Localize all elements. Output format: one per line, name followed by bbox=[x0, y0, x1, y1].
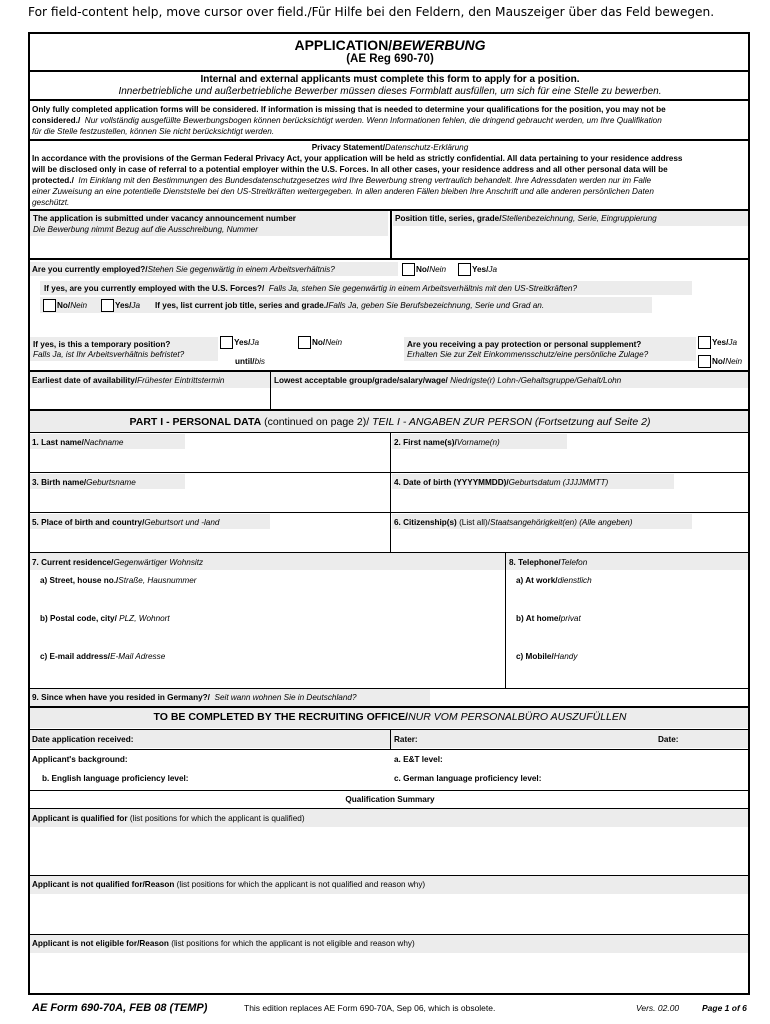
background-label: Applicant's background: bbox=[32, 755, 128, 764]
privacy-title-en: Privacy Statement/ bbox=[311, 143, 385, 152]
q-temporary-en: If yes, is this a temporary position? bbox=[33, 340, 171, 349]
qualified-input[interactable] bbox=[30, 828, 748, 874]
part1-cont: (continued on page 2)/ bbox=[264, 416, 370, 428]
edition-note: This edition replaces AE Form 690-70A, Sep 06, which is obsolete. bbox=[244, 1003, 496, 1013]
notice-en-2: considered./ bbox=[32, 116, 81, 125]
home-phone-label-de: privat bbox=[560, 614, 581, 623]
notice-de-2: Nur vollständig ausgefüllte Bewerbungsbogen können berücksichtigt werden. Wenn Informationen fehlen, die dringend gebraucht werden, um Ihre Qualifikation bbox=[84, 116, 662, 125]
citizenship-input[interactable] bbox=[392, 530, 748, 550]
not-eligible-note: (list positions for which the applicant is not eligible and reason why) bbox=[171, 939, 415, 948]
version: Vers. 02.00 bbox=[636, 1003, 680, 1013]
lowest-label-en: Lowest acceptable group/grade/salary/wage/ bbox=[274, 376, 448, 385]
recruiting-title-de: NUR VOM PERSONALBÜRO AUSZUFÜLLEN bbox=[408, 711, 627, 723]
usforces-yes-checkbox[interactable] bbox=[101, 299, 114, 312]
mobile-label: c) Mobile/ bbox=[516, 652, 554, 661]
postal-input[interactable] bbox=[40, 626, 500, 646]
earliest-date-input[interactable] bbox=[30, 389, 268, 409]
earliest-label-de: Frühester Eintrittstermin bbox=[137, 376, 225, 385]
residence-label: 7. Current residence/ bbox=[32, 558, 114, 567]
not-qualified-input[interactable] bbox=[30, 895, 748, 933]
dob-label-de: Geburtsdatum (JJJJMMTT) bbox=[508, 478, 609, 487]
q-usforces-de: Falls Ja, stehen Sie gegenwärtig in einem Arbeitsverhältnis mit den US-Streitkräften? bbox=[268, 284, 578, 293]
birthplace-label: 5. Place of birth and country/ bbox=[32, 518, 145, 527]
earliest-label-en: Earliest date of availability/ bbox=[32, 376, 138, 385]
german-level-label: c. German language proficiency level: bbox=[394, 774, 542, 783]
ja-label: Ja bbox=[488, 265, 498, 274]
qualified-note: (list positions for which the applicant is qualified) bbox=[129, 814, 305, 823]
vacancy-label-de: Die Bewerbung nimmt Bezug auf die Ausschreibung, Nummer bbox=[33, 225, 258, 234]
mobile-label-de: Handy bbox=[553, 652, 578, 661]
nein-label: Nein bbox=[429, 265, 447, 274]
street-label-de: Straße, Hausnummer bbox=[118, 576, 197, 585]
title-de: BEWERBUNG bbox=[392, 37, 486, 53]
vacancy-number-input[interactable] bbox=[30, 236, 388, 258]
usforces-no-checkbox[interactable] bbox=[43, 299, 56, 312]
employed-no-checkbox[interactable] bbox=[402, 263, 415, 276]
birth-name-input[interactable] bbox=[30, 490, 388, 510]
q-payprotection-de: Erhalten Sie zur Zeit Einkommensschutz/eine persönliche Zulage? bbox=[407, 350, 649, 359]
rater-label: Rater: bbox=[394, 735, 418, 744]
home-phone-label: b) At home/ bbox=[516, 614, 561, 623]
part1-title-de: TEIL I - ANGABEN ZUR PERSON (Fortsetzung auf Seite 2) bbox=[372, 416, 651, 428]
telephone-label-de: Telefon bbox=[560, 558, 588, 567]
date-received-label: Date application received: bbox=[32, 735, 134, 744]
q-employed-de: Stehen Sie gegenwärtig in einem Arbeitsverhältnis? bbox=[147, 265, 335, 274]
nein-label: Nein bbox=[70, 301, 88, 310]
lowest-label-de: Niedrigste(r) Lohn-/Gehaltsgruppe/Gehalt/Lohn bbox=[450, 376, 622, 385]
not-eligible-input[interactable] bbox=[30, 954, 748, 992]
not-qualified-label: Applicant is not qualified for/Reason bbox=[32, 880, 175, 889]
position-label-de: Stellenbezeichnung, Serie, Eingruppierung bbox=[501, 214, 657, 223]
email-input[interactable] bbox=[40, 664, 500, 684]
privacy-en-3: protected./ bbox=[32, 176, 74, 185]
postal-label: b) Postal code, city/ bbox=[40, 614, 117, 623]
job-title-input[interactable] bbox=[40, 314, 740, 334]
yes-label: Yes/ bbox=[234, 338, 251, 347]
instruction-en: Internal and external applicants must complete this form to apply for a position. bbox=[200, 74, 580, 85]
citizenship-label-de: Staatsangehörigkeit(en) (Alle angeben) bbox=[490, 518, 633, 527]
work-phone-label: a) At work/ bbox=[516, 576, 558, 585]
privacy-en-2: will be disclosed only in case of referral to a potential employer within the U.S. Forces. In all other cases, your residence address and all other personal data will be bbox=[32, 165, 668, 174]
citizenship-label-mid: (List all)/ bbox=[459, 518, 490, 527]
home-phone-input[interactable] bbox=[516, 626, 746, 646]
privacy-de-4: einer Zuweisung an eine potentielle Dienststelle bei den US-Streitkräften weitergegeben. In allen anderen Fällen bleiben Ihre Anschrift und alle anderen persönlichen Daten bbox=[32, 187, 654, 196]
nein-label: Nein bbox=[725, 357, 743, 366]
recruiting-title-en: TO BE COMPLETED BY THE RECRUITING OFFICE/ bbox=[153, 711, 409, 723]
ja-label: Ja bbox=[728, 338, 738, 347]
birth-name-label-de: Geburtsname bbox=[86, 478, 136, 487]
work-phone-input[interactable] bbox=[516, 588, 746, 608]
notice-en-1: Only fully completed application forms will be considered. If information is missing that is needed to determine your qualifications for the position, you may not be bbox=[32, 105, 666, 114]
no-label: No/ bbox=[712, 357, 726, 366]
temporary-yes-checkbox[interactable] bbox=[220, 336, 233, 349]
dob-label: 4. Date of birth (YYYYMMDD)/ bbox=[394, 478, 509, 487]
telephone-label: 8. Telephone/ bbox=[509, 558, 561, 567]
q-employed-en: Are you currently employed?/ bbox=[32, 265, 148, 274]
english-level-label: b. English language proficiency level: bbox=[42, 774, 189, 783]
date-label: Date: bbox=[658, 735, 679, 744]
q-payprotection-en: Are you receiving a pay protection or personal supplement? bbox=[407, 340, 642, 349]
resided-label-de: Seit wann wohnen Sie in Deutschland? bbox=[214, 693, 357, 702]
help-text: For field-content help, move cursor over field./Für Hilfe bei den Feldern, den Mauszeiger über das Feld bewegen. bbox=[28, 5, 715, 19]
yes-label: Yes/ bbox=[472, 265, 489, 274]
qualified-label: Applicant is qualified for bbox=[32, 814, 128, 823]
privacy-de-3: Im Einklang mit den Bestimmungen des Bundesdatenschutzgesetzes wird Ihre Bewerbung streng vertraulich behandelt. Ihre Adressdaten werden nur im Falle bbox=[78, 176, 652, 185]
vacancy-label-en: The application is submitted under vacancy announcement number bbox=[33, 214, 296, 223]
notice-de-3: für die Stelle festzustellen, können Sie nicht berücksichtigt werden. bbox=[32, 127, 275, 136]
email-label: c) E-mail address/ bbox=[40, 652, 111, 661]
q-temporary-de: Falls Ja, ist Ihr Arbeitsverhältnis befristet? bbox=[33, 350, 185, 359]
no-label: No/ bbox=[416, 265, 430, 274]
email-label-de: E-Mail Adresse bbox=[110, 652, 166, 661]
not-qualified-note: (list positions for which the applicant is not qualified and reason why) bbox=[176, 880, 426, 889]
position-input[interactable] bbox=[393, 226, 748, 258]
title-en: APPLICATION/ bbox=[294, 37, 393, 53]
street-input[interactable] bbox=[40, 588, 500, 608]
page-number: Page 1 of 6 bbox=[702, 1003, 747, 1013]
q-jobtitle-en: If yes, list current job title, series and grade./ bbox=[155, 301, 329, 310]
part1-title bbox=[0, 416, 770, 428]
first-name-label-de: Vorname(n) bbox=[456, 438, 500, 447]
ja-label: Ja bbox=[250, 338, 260, 347]
instruction-de: Innerbetriebliche und außerbetriebliche Bewerber müssen dieses Formblatt ausfüllen, um sich für eine Stelle zu bewerben. bbox=[118, 86, 662, 97]
bis-label: bis bbox=[254, 357, 266, 366]
birthplace-input[interactable] bbox=[30, 530, 388, 550]
form-id: AE Form 690-70A, FEB 08 (TEMP) bbox=[32, 1002, 208, 1014]
citizenship-label: 6. Citizenship(s) bbox=[394, 518, 457, 527]
first-name-label: 2. First name(s)/ bbox=[394, 438, 457, 447]
yes-label: Yes/ bbox=[115, 301, 132, 310]
last-name-label: 1. Last name/ bbox=[32, 438, 84, 447]
employed-yes-checkbox[interactable] bbox=[458, 263, 471, 276]
yes-label: Yes/ bbox=[712, 338, 729, 347]
until-label: until/ bbox=[235, 357, 255, 366]
privacy-en-1: In accordance with the provisions of the German Federal Privacy Act, your application will be held as strictly confidential. All data pertaining to your residence address bbox=[32, 154, 683, 163]
until-date-input[interactable] bbox=[270, 355, 390, 368]
qual-summary-heading: Qualification Summary bbox=[345, 795, 435, 804]
recruiting-title bbox=[0, 711, 770, 723]
mobile-input[interactable] bbox=[516, 664, 746, 684]
not-eligible-label: Applicant is not eligible for/Reason bbox=[32, 939, 169, 948]
work-phone-label-de: dienstlich bbox=[557, 576, 592, 585]
resided-since-input[interactable] bbox=[432, 689, 748, 706]
q-jobtitle-de: Falls Ja, geben Sie Berufsbezeichnung, Serie und Grad an. bbox=[328, 301, 545, 310]
last-name-label-de: Nachname bbox=[83, 438, 124, 447]
dob-input[interactable] bbox=[392, 490, 748, 510]
form-title bbox=[0, 37, 770, 53]
resided-label: 9. Since when have you resided in Germany?/ bbox=[32, 693, 210, 702]
residence-label-de: Gegenwärtiger Wohnsitz bbox=[113, 558, 204, 567]
et-level-label: a. E&T level: bbox=[394, 755, 443, 764]
payprotection-no-checkbox[interactable] bbox=[698, 355, 711, 368]
part1-title-en: PART I - PERSONAL DATA bbox=[129, 416, 262, 428]
last-name-input[interactable] bbox=[30, 450, 388, 470]
payprotection-yes-checkbox[interactable] bbox=[698, 336, 711, 349]
nein-label: Nein bbox=[325, 338, 343, 347]
street-label: a) Street, house no./ bbox=[40, 576, 119, 585]
ja-label: Ja bbox=[131, 301, 141, 310]
birth-name-label: 3. Birth name/ bbox=[32, 478, 87, 487]
position-label-en: Position title, series, grade/ bbox=[395, 214, 502, 223]
postal-label-de: PLZ, Wohnort bbox=[119, 614, 170, 623]
no-label: No/ bbox=[57, 301, 71, 310]
first-name-input[interactable] bbox=[392, 450, 748, 470]
lowest-grade-input[interactable] bbox=[272, 389, 748, 409]
no-label: No/ bbox=[312, 338, 326, 347]
temporary-no-checkbox[interactable] bbox=[298, 336, 311, 349]
privacy-de-5: geschützt. bbox=[32, 198, 70, 207]
privacy-title-de: Datenschutz-Erklärung bbox=[385, 143, 469, 152]
q-usforces-en: If yes, are you currently employed with the U.S. Forces?/ bbox=[44, 284, 265, 293]
regulation: (AE Reg 690-70) bbox=[346, 53, 434, 65]
birthplace-label-de: Geburtsort und -land bbox=[144, 518, 220, 527]
